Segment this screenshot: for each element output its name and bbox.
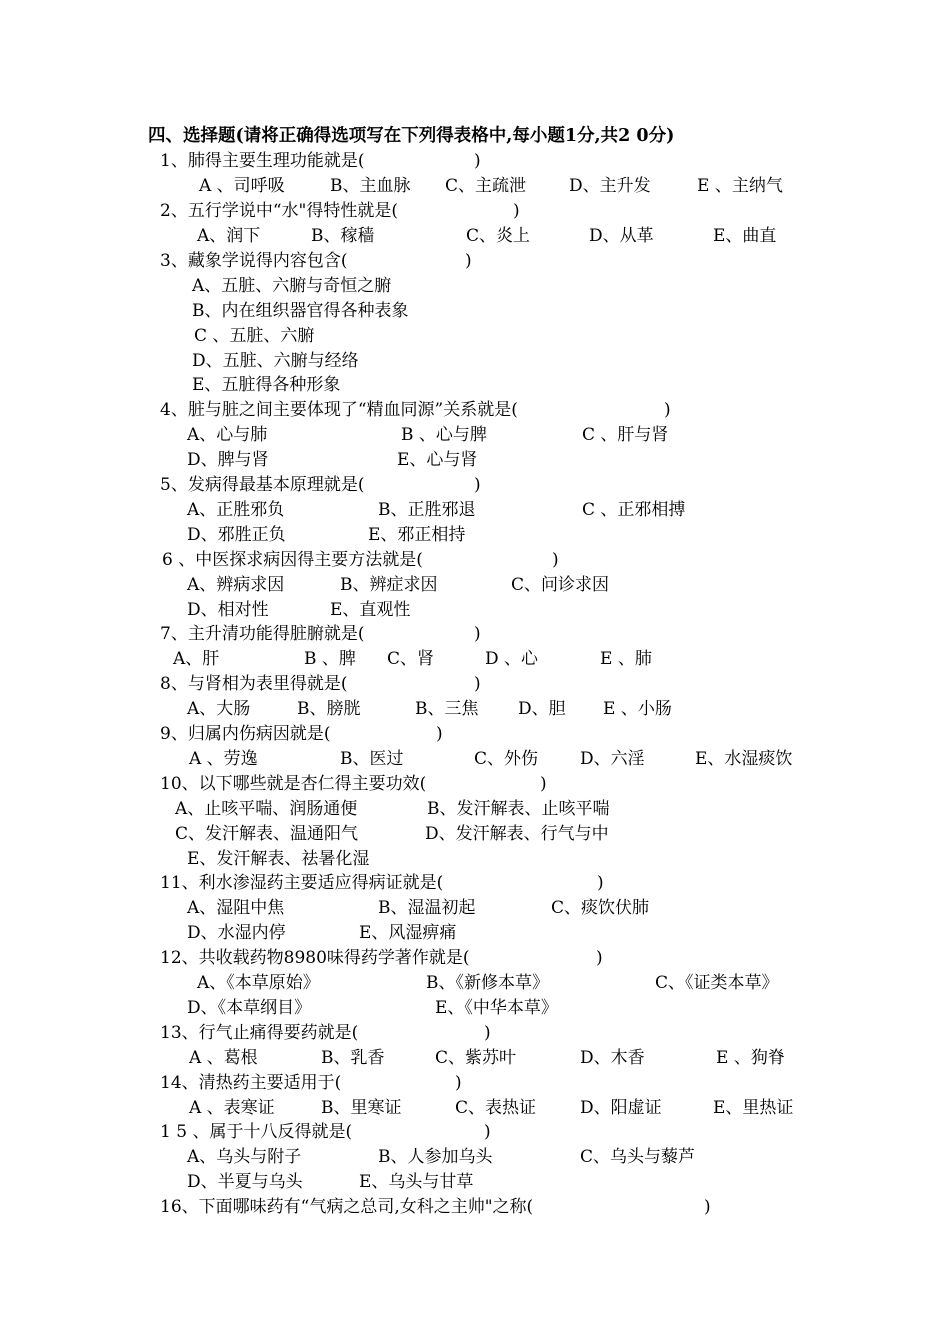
option: B、正胜邪退	[378, 500, 476, 520]
option: E、《中华本草》	[435, 998, 558, 1018]
option: A、润下	[197, 226, 261, 246]
question-14-options	[0, 1096, 950, 1121]
option: E、邪正相持	[368, 525, 466, 545]
question-15-options-1	[0, 1145, 950, 1170]
option: D、邪胜正负	[187, 525, 286, 545]
question-13	[0, 1021, 950, 1046]
option: D、从革	[589, 226, 654, 246]
question-3-text: 3、藏象学说得内容包含(	[160, 251, 348, 271]
question-8	[0, 672, 950, 697]
question-9-options	[0, 747, 950, 772]
question-10-options-2	[0, 822, 950, 847]
question-1	[0, 149, 950, 174]
question-15-close: )	[484, 1122, 491, 1142]
question-1-close: )	[474, 151, 481, 171]
option: A、止咳平喘、润肠通便	[175, 799, 358, 819]
option: D、主升发	[569, 176, 651, 196]
option: A、乌头与附子	[187, 1147, 302, 1167]
option: D、脾与肾	[187, 450, 269, 470]
option: E、直观性	[330, 600, 411, 620]
question-3-option-d	[0, 349, 950, 374]
option: A 、司呼吸	[199, 176, 285, 196]
option: E、水湿痰饮	[695, 749, 793, 769]
option: E、里热证	[713, 1098, 794, 1118]
option: A 、葛根	[189, 1048, 258, 1068]
option: C、外伤	[474, 749, 539, 769]
option: C、紫苏叶	[435, 1048, 517, 1068]
option: E、曲直	[713, 226, 777, 246]
option: A、心与肺	[187, 425, 268, 445]
option: B、发汗解表、止咳平喘	[427, 799, 610, 819]
option: B、《新修本草》	[426, 973, 549, 993]
question-3-option-c	[0, 324, 950, 349]
option: D、胆	[518, 699, 566, 719]
option: C、肾	[387, 649, 435, 669]
option: D、木香	[580, 1048, 645, 1068]
option: A、正胜邪负	[187, 500, 285, 520]
question-4-options-1	[0, 423, 950, 448]
question-11-options-1	[0, 896, 950, 921]
question-10-options-1	[0, 797, 950, 822]
option: B、里寒证	[321, 1098, 402, 1118]
question-3-close: )	[465, 251, 472, 271]
option: B 、心与脾	[401, 425, 487, 445]
option: A、湿阻中焦	[187, 898, 285, 918]
option: E 、小肠	[603, 699, 672, 719]
option: C 、五脏、六腑	[194, 326, 315, 346]
option: A、《本草原始》	[197, 973, 320, 993]
option: E、乌头与甘草	[359, 1172, 474, 1192]
question-10-text: 10、以下哪些就是杏仁得主要功效(	[160, 774, 427, 794]
question-2-close: )	[513, 201, 520, 221]
question-13-close: )	[484, 1023, 491, 1043]
option: E、心与肾	[397, 450, 478, 470]
question-7	[0, 622, 950, 647]
question-3-option-b	[0, 299, 950, 324]
option: D、半夏与乌头	[187, 1172, 303, 1192]
question-15-options-2	[0, 1170, 950, 1195]
option: C 、正邪相搏	[582, 500, 686, 520]
question-4-options-2	[0, 448, 950, 473]
option: E 、狗脊	[716, 1048, 785, 1068]
question-12-text: 12、共收载药物8980味得药学著作就是(	[160, 948, 470, 968]
question-6-options-1	[0, 573, 950, 598]
question-2-options	[0, 224, 950, 249]
option: D、相对性	[187, 600, 269, 620]
question-11-text: 11、利水渗湿药主要适应得病证就是(	[160, 873, 444, 893]
question-5-close: )	[474, 475, 481, 495]
option: C、发汗解表、温通阳气	[175, 824, 359, 844]
question-11-options-2	[0, 921, 950, 946]
option: D、水湿内停	[187, 923, 286, 943]
question-9	[0, 722, 950, 747]
option: A 、表寒证	[189, 1098, 275, 1118]
question-4	[0, 398, 950, 423]
option: B、三焦	[415, 699, 479, 719]
option: D、五脏、六腑与经络	[192, 351, 359, 371]
option: C、痰饮伏肺	[551, 898, 650, 918]
question-12-options-2	[0, 996, 950, 1021]
option: E、风湿痹痛	[359, 923, 457, 943]
option: C、表热证	[455, 1098, 537, 1118]
question-3-option-a	[0, 274, 950, 299]
question-5	[0, 473, 950, 498]
option: C 、肝与肾	[582, 425, 669, 445]
option: B、医过	[340, 749, 404, 769]
question-16	[0, 1195, 950, 1220]
question-13-text: 13、行气止痛得要药就是(	[160, 1023, 359, 1043]
option: A、大肠	[187, 699, 251, 719]
question-10-options-3	[0, 847, 950, 872]
question-10	[0, 772, 950, 797]
question-6-options-2	[0, 598, 950, 623]
question-7-text: 7、主升清功能得脏腑就是(	[160, 624, 365, 644]
option: B 、脾	[304, 649, 356, 669]
question-11-close: )	[597, 873, 604, 893]
question-8-options	[0, 697, 950, 722]
option: D 、心	[485, 649, 539, 669]
question-6-close: )	[552, 550, 559, 570]
option: B、主血脉	[330, 176, 411, 196]
option: B、辨症求因	[340, 575, 438, 595]
question-12-close: )	[596, 948, 603, 968]
option: E、五脏得各种形象	[192, 375, 341, 395]
question-8-close: )	[474, 674, 481, 694]
question-12-options-1	[0, 971, 950, 996]
exam-page: 四、选择题(请将正确得选项写在下列得表格中,每小题1分,共2 0分) 1、肺得主要生理功能就是( ) A 、司呼吸 B、主血脉 C、主疏泄 D、主升发 E 、主纳气 2、五行学说中“水"得特性就是( ) A、润下 B、稼穑 C、炎上 D、从革 E、曲直 3、藏象学说得内容包含( ) A、五脏、六腑与奇恒之腑 B、内在组织器官得各种表象 C 、五脏、六腑 D、五脏、六腑与经络 E、五脏得各种形象 4、脏与脏之间主要体现了“精血同源”关系就是( ) A、心与肺 B 、心与脾 C 、肝与肾 D、脾与肾 E、心与肾 5、发病得最基本原理就是( ) A、正胜邪负 B、正胜邪退 C 、正邪相搏 D、邪胜正负 E、邪正相持 6 、中医探求病因得主要方法就是( ) A、辨病求因 B、辨症求因 C、问诊求因 D、相对性 E、直观性 7、主升清功能得脏腑就是( ) A、肝 B 、脾 C、肾 D 、心 E 、肺 8、与肾相为表里得就是( ) A、大肠 B、膀胱 B、三焦 D、胆 E 、小肠 9、归属内伤病因就是( ) A 、劳逸 B、医过 C、外伤 D、六淫 E、水湿痰饮 10、以下哪些就是杏仁得主要功效( ) A、止咳平喘、润肠通便 B、发汗解表、止咳平喘 C、发汗解表、温通阳气 D、发汗解表、行气与中 E、发汗解表、祛暑化湿 11、利水渗湿药主要适应得病证就是( ) A、湿阻中焦 B、湿温初起 C、痰饮伏肺 D、水湿内停 E、风湿痹痛 12、共收载药物8980味得药学著作就是( ) A、《本草原始》 B、《新修本草》 C、《证类本草》 D、《本草纲目》 E、《中华本草》 13、行气止痛得要药就是( ) A 、葛根 B、乳香 C、紫苏叶 D、木香 E 、狗脊 14、清热药主要适用于( ) A 、表寒证 B、里寒证 C、表热证 D、阳虚证 E、里热证 1 5 、属于十八反得就是( ) A、乌头与附子 B、人参加乌头 C、乌头与藜芦 D、半夏与乌头 E、乌头与甘草 16、下面哪味药有“气病之总司,女科之主帅"之称( )	[0, 0, 950, 1344]
question-7-close: )	[474, 624, 481, 644]
question-3	[0, 249, 950, 274]
question-11	[0, 871, 950, 896]
option: D、阳虚证	[580, 1098, 662, 1118]
option: E、发汗解表、祛暑化湿	[187, 849, 370, 869]
question-16-close: )	[704, 1197, 711, 1217]
question-9-close: )	[436, 724, 443, 744]
question-7-options	[0, 647, 950, 672]
question-3-option-e	[0, 373, 950, 398]
option: C、乌头与藜芦	[580, 1147, 696, 1167]
option: B、膀胱	[297, 699, 361, 719]
question-5-text: 5、发病得最基本原理就是(	[160, 475, 365, 495]
option: C、问诊求因	[511, 575, 610, 595]
question-14	[0, 1071, 950, 1096]
question-6	[0, 548, 950, 573]
question-2	[0, 199, 950, 224]
question-16-text: 16、下面哪味药有“气病之总司,女科之主帅"之称(	[160, 1197, 534, 1217]
option: D、《本草纲目》	[187, 998, 312, 1018]
question-14-text: 14、清热药主要适用于(	[160, 1073, 342, 1093]
question-9-text: 9、归属内伤病因就是(	[160, 724, 331, 744]
option: D、六淫	[580, 749, 645, 769]
question-2-text: 2、五行学说中“水"得特性就是(	[160, 201, 398, 221]
question-4-close: )	[664, 400, 671, 420]
option: A 、劳逸	[189, 749, 258, 769]
question-1-text: 1、肺得主要生理功能就是(	[160, 151, 365, 171]
question-12	[0, 946, 950, 971]
option: B、人参加乌头	[378, 1147, 493, 1167]
question-5-options-1	[0, 498, 950, 523]
question-14-close: )	[455, 1073, 462, 1093]
option: C、主疏泄	[445, 176, 527, 196]
question-10-close: )	[540, 774, 547, 794]
option: B、乳香	[321, 1048, 385, 1068]
question-6-text: 6 、中医探求病因得主要方法就是(	[162, 550, 423, 570]
option: C、《证类本草》	[655, 973, 779, 993]
option: A、辨病求因	[187, 575, 285, 595]
question-13-options	[0, 1046, 950, 1071]
option: E 、肺	[600, 649, 652, 669]
question-5-options-2	[0, 523, 950, 548]
option: B、湿温初起	[378, 898, 476, 918]
option: E 、主纳气	[697, 176, 783, 196]
question-1-options	[0, 174, 950, 199]
option: A、肝	[173, 649, 220, 669]
question-15	[0, 1120, 950, 1145]
option: B、内在组织器官得各种表象	[192, 301, 409, 321]
option: A、五脏、六腑与奇恒之腑	[192, 276, 392, 296]
option: C、炎上	[466, 226, 531, 246]
option: D、发汗解表、行气与中	[425, 824, 609, 844]
question-8-text: 8、与肾相为表里得就是(	[160, 674, 348, 694]
question-15-text: 1 5 、属于十八反得就是(	[160, 1122, 353, 1142]
option: B、稼穑	[311, 226, 375, 246]
question-4-text: 4、脏与脏之间主要体现了“精血同源”关系就是(	[160, 400, 518, 420]
